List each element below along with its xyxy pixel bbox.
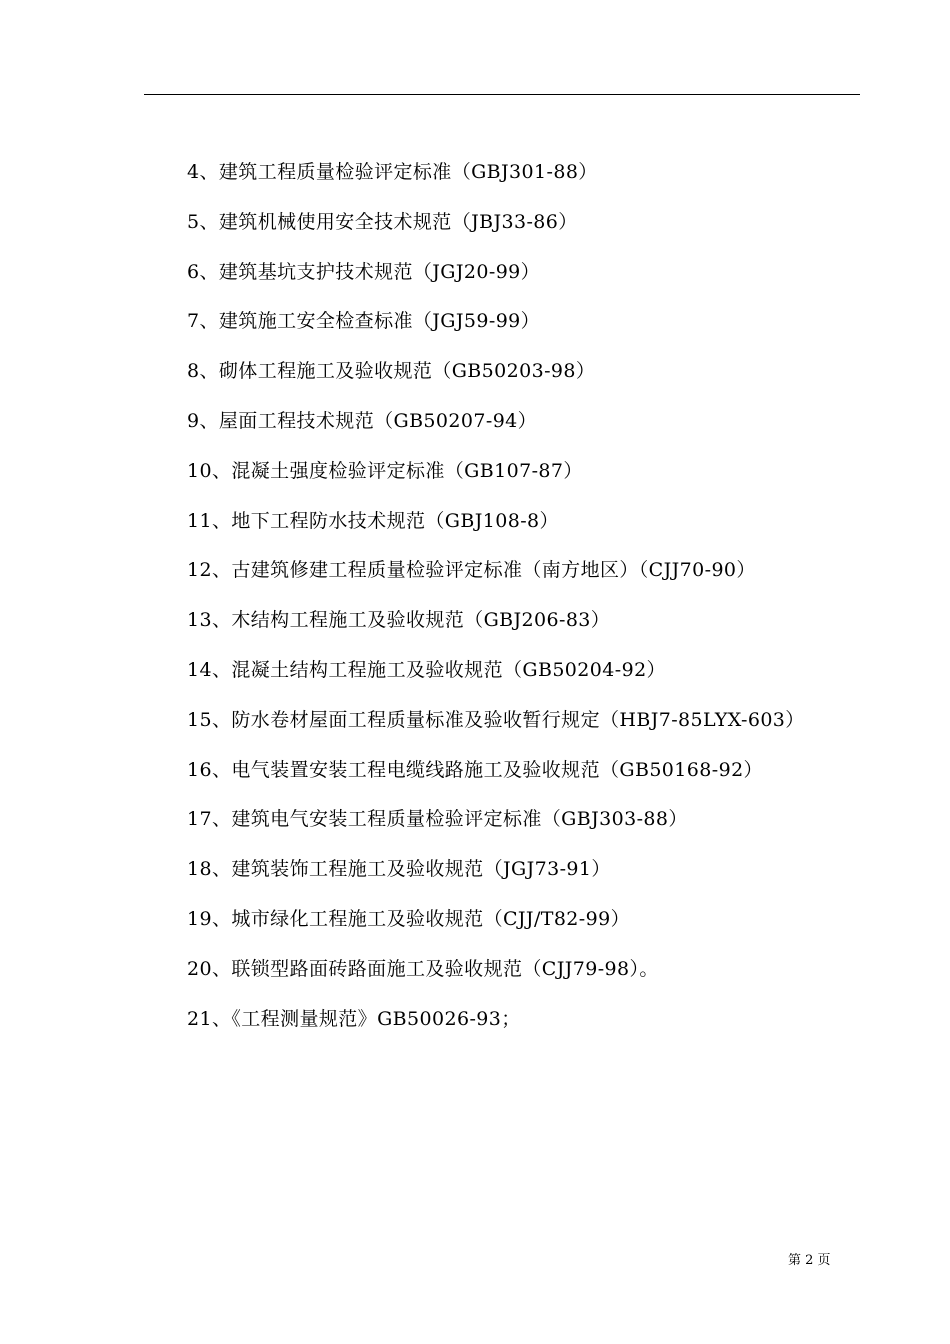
list-item: 19、城市绿化工程施工及验收规范（CJJ/T82-99） bbox=[187, 907, 630, 930]
list-item: 13、木结构工程施工及验收规范（GBJ206-83） bbox=[187, 609, 611, 632]
page-number: 第 2 页 bbox=[788, 1253, 831, 1268]
list-item: 14、混凝土结构工程施工及验收规范（GB50204-92） bbox=[187, 658, 666, 681]
list-item: 18、建筑装饰工程施工及验收规范（JGJ73-91） bbox=[187, 858, 611, 881]
list-item: 4、建筑工程质量检验评定标准（GBJ301-88） bbox=[187, 161, 598, 183]
list-item: 15、防水卷材屋面工程质量标准及验收暂行规定（HBJ7-85LYX-603） bbox=[187, 708, 805, 731]
standards-list bbox=[187, 155, 887, 1051]
list-item: 7、建筑施工安全检查标准（JGJ59-99） bbox=[187, 310, 541, 333]
list-item: 6、建筑基坑支护技术规范（JGJ20-99） bbox=[187, 260, 541, 283]
list-item: 16、电气装置安装工程电缆线路施工及验收规范（GB50168-92） bbox=[187, 758, 763, 781]
list-item: 9、屋面工程技术规范（GB50207-94） bbox=[187, 409, 538, 432]
list-item: 8、砌体工程施工及验收规范（GB50203-98） bbox=[187, 360, 596, 383]
list-item: 17、建筑电气安装工程质量检验评定标准（GBJ303-88） bbox=[187, 808, 688, 831]
header-rule bbox=[144, 94, 860, 95]
list-item: 10、混凝土强度检验评定标准（GB107-87） bbox=[187, 459, 583, 482]
list-item: 11、地下工程防水技术规范（GBJ108-8） bbox=[187, 509, 559, 532]
list-item: 5、建筑机械使用安全技术规范（JBJ33-86） bbox=[187, 210, 578, 233]
list-item: 21、《工程测量规范》GB50026-93； bbox=[187, 1007, 521, 1030]
list-item: 12、古建筑修建工程质量检验评定标准（南方地区）（CJJ70-90） bbox=[187, 559, 756, 582]
list-item: 20、联锁型路面砖路面施工及验收规范（CJJ79-98）。 bbox=[187, 957, 659, 980]
